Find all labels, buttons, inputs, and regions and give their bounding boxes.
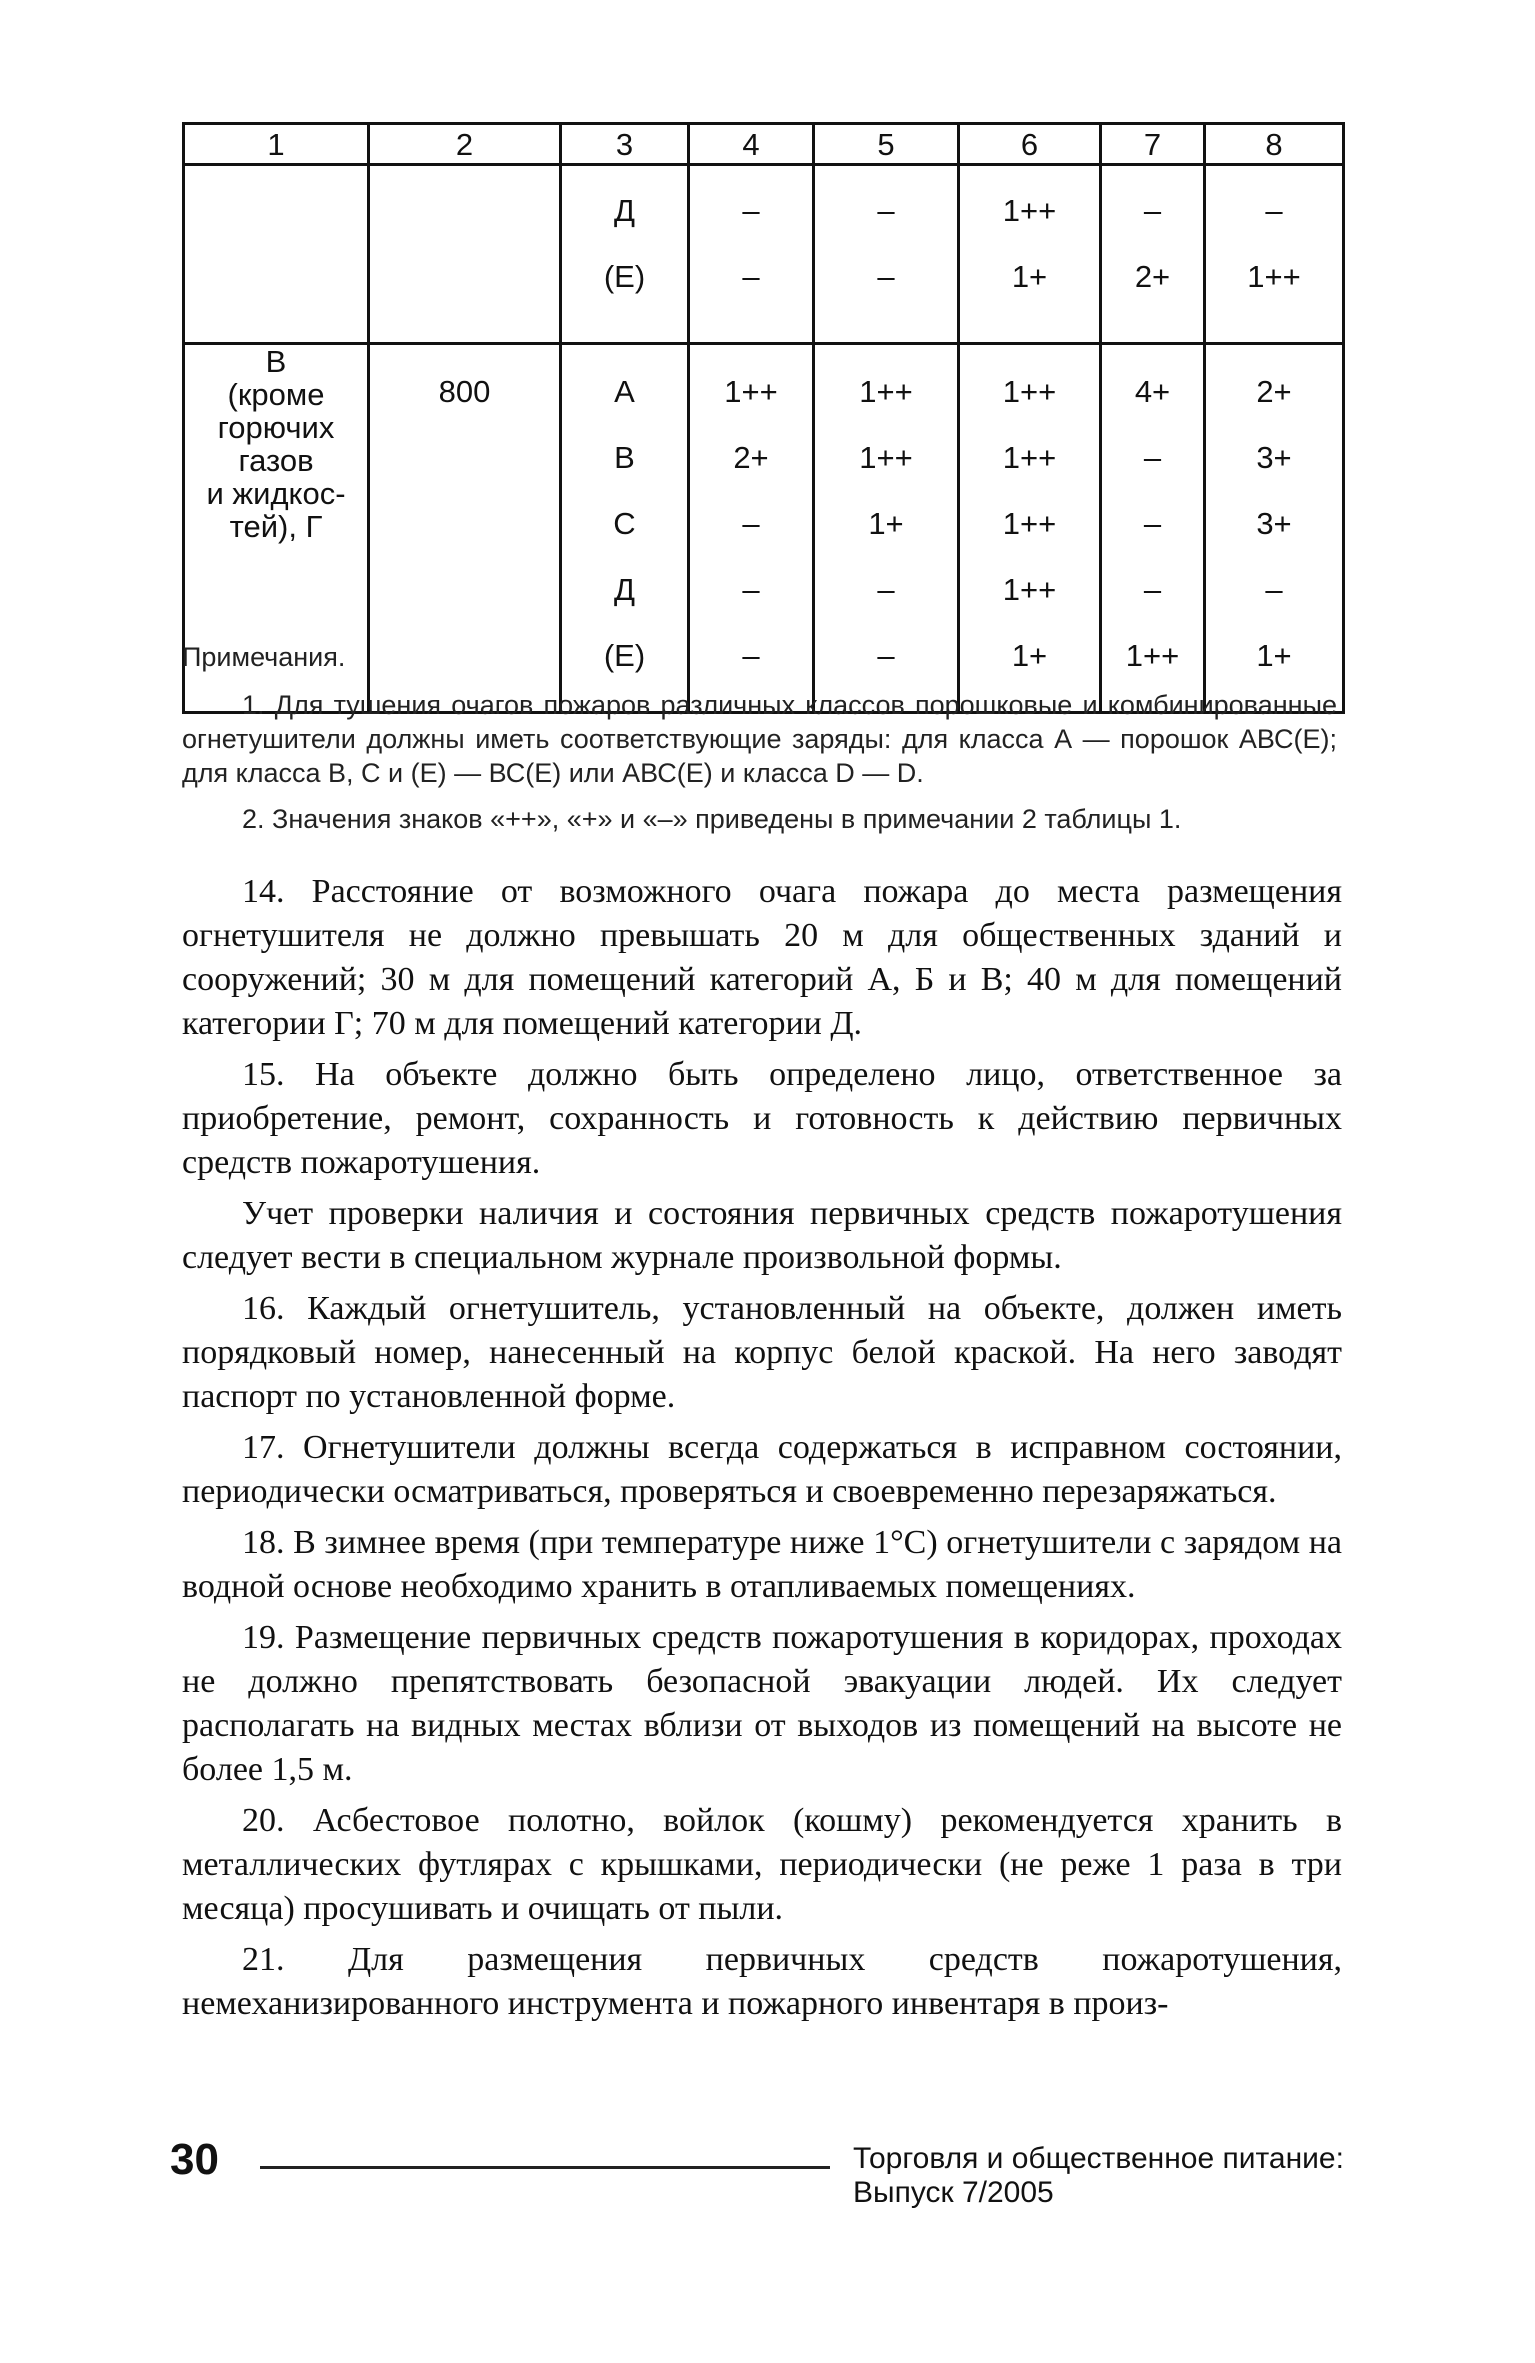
table-cell xyxy=(959,165,1101,344)
column-header: 7 xyxy=(1101,124,1205,165)
column-header: 1 xyxy=(184,124,369,165)
page-number: 30 xyxy=(170,2135,219,2184)
notes-title: Примечания. xyxy=(182,642,346,672)
label-line: газов xyxy=(238,443,314,478)
table-row xyxy=(184,165,1344,344)
page-footer xyxy=(170,2135,1350,2209)
column-header: 5 xyxy=(814,124,959,165)
cell-value: – xyxy=(1265,193,1283,228)
label-line: и жидкос- xyxy=(206,476,346,511)
cell-value: 1++ xyxy=(1002,193,1057,228)
cell-value: – xyxy=(877,638,895,673)
table-cell xyxy=(184,165,369,344)
cell-value: 2+ xyxy=(1134,259,1171,294)
cell-value: – xyxy=(1265,572,1283,607)
cell-value: – xyxy=(742,193,760,228)
cell-value: 1++ xyxy=(1002,506,1057,541)
table-cell xyxy=(959,344,1101,713)
cell-value: 1++ xyxy=(859,440,913,475)
column-header: 3 xyxy=(561,124,689,165)
cell-value: 3+ xyxy=(1256,506,1292,541)
table-cell xyxy=(561,165,689,344)
cell-value: – xyxy=(742,572,760,607)
cell-value: С xyxy=(613,506,636,541)
paragraph: 17. Огнетушители должны всегда содержаться в исправном состоянии, периодически осматриваться, проверяться и своевременно перезаряжаться. xyxy=(182,1429,1342,1510)
cell-value: – xyxy=(877,572,895,607)
cell-value: 1++ xyxy=(1002,572,1057,607)
note-item: 2. Значения знаков «++», «+» и «–» приведены в примечании 2 таблицы 1. xyxy=(242,804,1182,834)
paragraph: 20. Асбестовое полотно, войлок (кошму) рекомендуется хранить в металлических футлярах с крышками, периодически (не реже 1 раза в три месяца) просушивать и очищать от пыли. xyxy=(182,1802,1342,1927)
cell-value: – xyxy=(1143,440,1162,475)
cell-value: 4+ xyxy=(1134,374,1171,409)
cell-value: 1++ xyxy=(724,374,778,409)
column-header: 8 xyxy=(1205,124,1344,165)
cell-value: Д xyxy=(614,193,635,228)
cell-value: 1++ xyxy=(859,374,913,409)
footer-rule xyxy=(260,2166,830,2169)
label-line: В xyxy=(265,344,287,379)
cell-value: В xyxy=(614,440,635,475)
table-cell xyxy=(814,344,959,713)
cell-value: 2+ xyxy=(733,440,769,475)
column-header: 4 xyxy=(689,124,814,165)
label-line: (кроме xyxy=(227,377,325,412)
cell-value: – xyxy=(1143,506,1162,541)
cell-value: 1++ xyxy=(1002,374,1057,409)
column-header: 6 xyxy=(959,124,1101,165)
cell-value: – xyxy=(877,259,895,294)
note-item: 1. Для тушения очагов пожаров различных классов порошковые и комбинированные огнетушители должны иметь соответствующие заряды: для класса А — порошок АВС(Е); для класса В, С и (Е) — ВС(Е) или АВС(Е) и класса D — D. xyxy=(182,690,1337,788)
paragraph: 16. Каждый огнетушитель, установленный на объекте, должен иметь порядковый номер, нанесенный на корпус белой краской. На него заводят паспорт по установленной форме. xyxy=(182,1290,1342,1415)
table-cell xyxy=(689,165,814,344)
table-cell xyxy=(689,344,814,713)
extinguisher-table xyxy=(182,122,1345,714)
paragraph: 14. Расстояние от возможного очага пожара до места размещения огнетушителя не должно превышать 20 м для общественных зданий и сооружений; 30 м для помещений категорий А, Б и В; 40 м для помещений категории Г; 70 м для помещений категории Д. xyxy=(182,873,1342,1042)
table-cell xyxy=(1205,165,1344,344)
paragraph: 19. Размещение первичных средств пожаротушения в коридорах, проходах не должно препятствовать безопасной эвакуации людей. Их следует располагать на видных местах вблизи от выходов из помещений на высоте не более 1,5 м. xyxy=(182,1619,1342,1788)
table-cell xyxy=(1101,165,1205,344)
label-line: тей), Г xyxy=(229,509,323,544)
cell-value: 2+ xyxy=(1256,374,1292,409)
table-cell xyxy=(369,344,561,713)
paragraph: Учет проверки наличия и состояния первичных средств пожаротушения следует вести в специальном журнале произвольной формы. xyxy=(182,1195,1342,1276)
cell-value: – xyxy=(877,193,895,228)
cell-value: 1++ xyxy=(1247,259,1301,294)
table-cell xyxy=(1101,344,1205,713)
cell-value: 1+ xyxy=(868,506,904,541)
journal-title: Торговля и общественное питание: Выпуск 7/2005 xyxy=(853,2142,1344,2209)
cell-value: – xyxy=(742,506,760,541)
cell-value: – xyxy=(1143,572,1162,607)
cell-value: Д xyxy=(614,572,635,607)
cell-value: 1+ xyxy=(1011,638,1048,673)
cell-value: (E) xyxy=(603,638,646,673)
cell-value: – xyxy=(1143,193,1162,228)
cell-value: 1++ xyxy=(1002,440,1057,475)
paragraph: 18. В зимнее время (при температуре ниже 1°С) огнетушители с зарядом на водной основе необходимо хранить в отапливаемых помещениях. xyxy=(182,1524,1342,1605)
cell-value: А xyxy=(614,374,635,409)
cell-value: 800 xyxy=(438,374,491,409)
paragraph: 21. Для размещения первичных средств пожаротушения, немеханизированного инструмента и пожарного инвентаря в произ- xyxy=(182,1941,1342,2022)
table-header-row xyxy=(184,124,1344,165)
column-header: 2 xyxy=(369,124,561,165)
cell-value: 1+ xyxy=(1256,638,1292,673)
cell-value: – xyxy=(742,638,760,673)
cell-value: 3+ xyxy=(1256,440,1292,475)
cell-value: 1++ xyxy=(1125,638,1180,673)
table-cell xyxy=(561,344,689,713)
body-text xyxy=(182,870,1342,2033)
cell-value: 1+ xyxy=(1011,259,1048,294)
table-cell xyxy=(814,165,959,344)
cell-value: – xyxy=(742,259,760,294)
paragraph: 15. На объекте должно быть определено лицо, ответственное за приобретение, ремонт, сохранность и готовность к действию первичных средств пожаротушения. xyxy=(182,1056,1342,1181)
label-line: горючих xyxy=(217,410,335,445)
table-cell xyxy=(1205,344,1344,713)
table-row xyxy=(184,344,1344,713)
table-cell xyxy=(369,165,561,344)
cell-value: (E) xyxy=(603,259,646,294)
